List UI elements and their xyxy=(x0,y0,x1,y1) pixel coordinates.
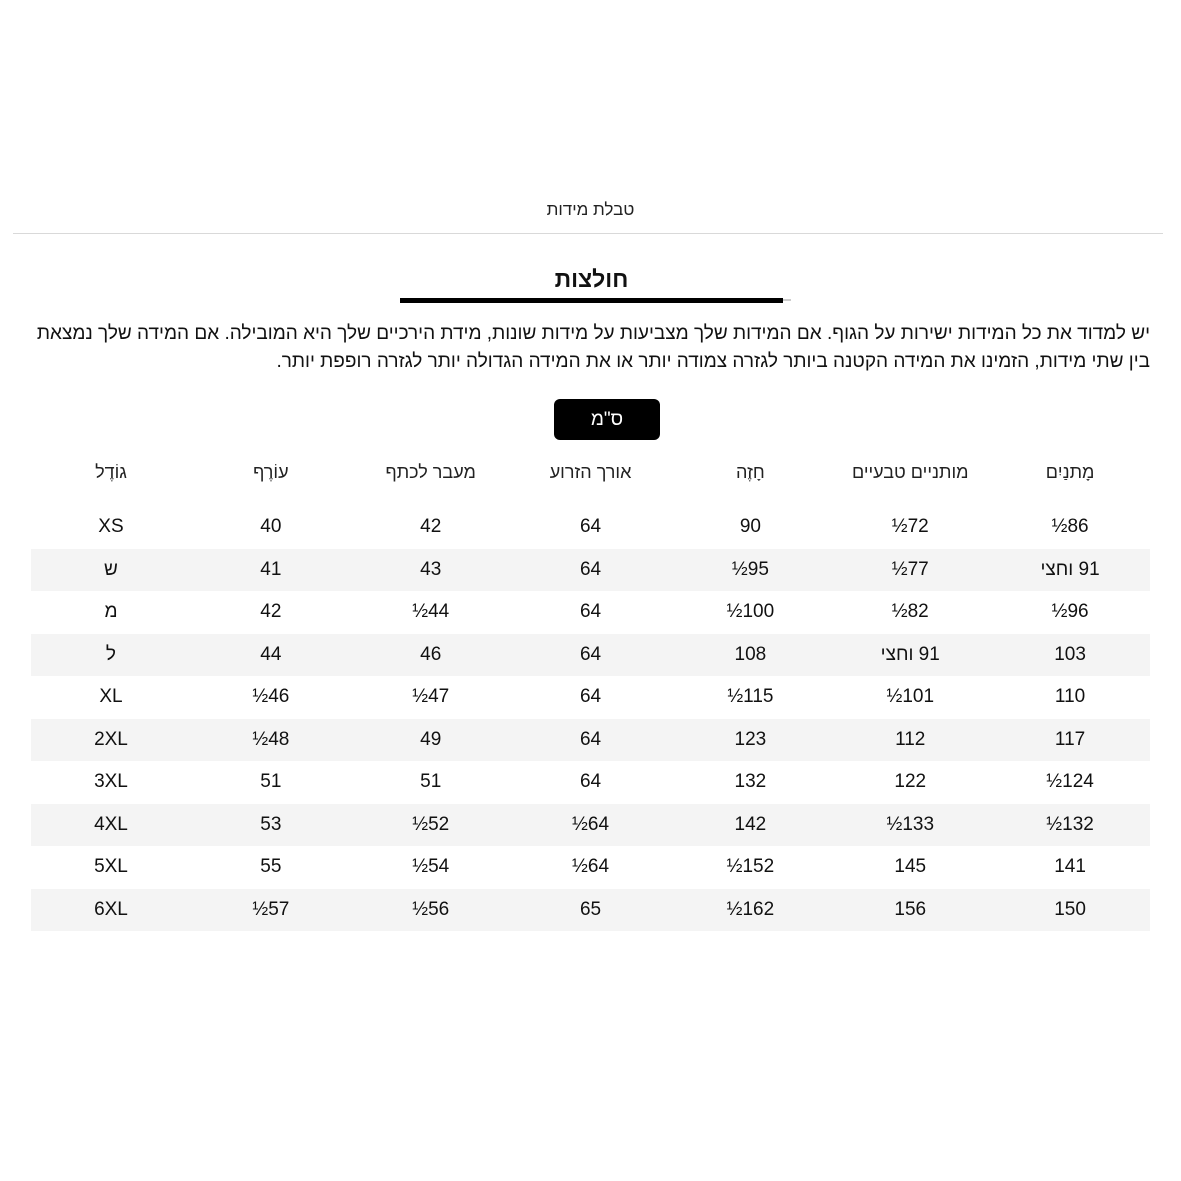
table-row xyxy=(31,634,1150,677)
table-row xyxy=(31,761,1150,804)
across-shoulder-cell: 44½ xyxy=(412,601,450,623)
neck-cell: 41 xyxy=(191,549,351,592)
table-row xyxy=(31,719,1150,762)
active-tab-underline xyxy=(400,298,783,303)
column-header-chest: חָזֶה xyxy=(736,461,765,482)
natural-waist-cell: 145 xyxy=(894,856,927,878)
across-shoulder-cell: 47½ xyxy=(412,686,450,708)
waist-cell: 132½ xyxy=(990,804,1150,847)
chest-cell: 123 xyxy=(670,719,830,762)
size-table xyxy=(31,452,1150,931)
waist-cell: 103 xyxy=(990,634,1150,677)
tab-underline-tail xyxy=(783,299,791,301)
table-row xyxy=(31,506,1150,549)
table-row xyxy=(31,591,1150,634)
sleeve-length-cell: 64 xyxy=(579,601,602,623)
neck-cell: 44 xyxy=(191,634,351,677)
table-row xyxy=(31,804,1150,847)
sleeve-length-cell: 64 xyxy=(579,771,602,793)
across-shoulder-cell: 42 xyxy=(420,516,442,538)
natural-waist-cell: 82½ xyxy=(891,601,929,623)
column-header-sleeve-length: אורך הזרוע xyxy=(549,461,632,482)
natural-waist-cell: 133½ xyxy=(830,804,990,847)
neck-cell: 46½ xyxy=(252,686,290,708)
across-shoulder-cell: 51 xyxy=(420,771,442,793)
size-cell: מ xyxy=(104,601,118,623)
table-row xyxy=(31,846,1150,889)
table-row xyxy=(31,676,1150,719)
natural-waist-cell: 77½ xyxy=(830,549,990,592)
neck-cell: 42 xyxy=(260,601,282,623)
column-header-size: גוֹדֶל xyxy=(95,461,127,482)
waist-cell: 141 xyxy=(1054,856,1086,878)
natural-waist-cell: 91 וחצי xyxy=(830,634,990,677)
sleeve-length-cell: 64 xyxy=(579,516,602,538)
neck-cell: 51 xyxy=(260,771,282,793)
size-chart-title: טבלת מידות xyxy=(546,200,635,219)
natural-waist-cell: 156 xyxy=(830,889,990,932)
chest-cell: 108 xyxy=(670,634,830,677)
sleeve-length-cell: 65 xyxy=(511,889,671,932)
waist-cell: 124½ xyxy=(1046,771,1094,793)
table-header-row xyxy=(31,452,1150,506)
table-row xyxy=(31,889,1150,932)
sleeve-length-cell: 64 xyxy=(511,634,671,677)
chest-cell: 132 xyxy=(734,771,767,793)
natural-waist-cell: 101½ xyxy=(886,686,935,708)
across-shoulder-cell: 56½ xyxy=(351,889,511,932)
chest-cell: 95½ xyxy=(670,549,830,592)
header-divider xyxy=(13,233,1163,234)
neck-cell: 55 xyxy=(260,856,282,878)
size-cell: ש xyxy=(31,549,191,592)
chest-cell: 90 xyxy=(739,516,761,538)
waist-cell: 150 xyxy=(990,889,1150,932)
column-header-across-shoulder: מעבר לכתף xyxy=(385,461,476,482)
column-header-neck: עוֹרֶף xyxy=(253,461,289,482)
natural-waist-cell: 122 xyxy=(894,771,927,793)
natural-waist-cell: 112 xyxy=(830,719,990,762)
across-shoulder-cell: 49 xyxy=(351,719,511,762)
natural-waist-cell: 72½ xyxy=(891,516,929,538)
size-cell: XS xyxy=(98,516,124,538)
sleeve-length-cell: 64 xyxy=(511,549,671,592)
waist-cell: 96½ xyxy=(1051,601,1089,623)
waist-cell: 110 xyxy=(1054,686,1086,708)
size-cell: XL xyxy=(99,686,123,708)
sleeve-length-cell: 64 xyxy=(511,719,671,762)
waist-cell: 117 xyxy=(990,719,1150,762)
table-row xyxy=(31,549,1150,592)
waist-cell: 91 וחצי xyxy=(990,549,1150,592)
sleeve-length-cell: 64½ xyxy=(511,804,671,847)
neck-cell: 48½ xyxy=(191,719,351,762)
size-cell: 4XL xyxy=(31,804,191,847)
waist-cell: 86½ xyxy=(1051,516,1089,538)
column-header-natural-waist: מותניים טבעיים xyxy=(851,461,969,482)
instructions-line-1: יש למדוד את כל המידות ישירות על הגוף. אם המידות שלך מצביעות על מידות שונות, מידת הירכיים שלך היא המובילה. אם המידה שלך נמצאת xyxy=(36,323,1150,344)
across-shoulder-cell: 52½ xyxy=(351,804,511,847)
across-shoulder-cell: 54½ xyxy=(412,856,450,878)
neck-cell: 40 xyxy=(260,516,282,538)
size-cell: 6XL xyxy=(31,889,191,932)
neck-cell: 53 xyxy=(191,804,351,847)
neck-cell: 57½ xyxy=(191,889,351,932)
size-table-body xyxy=(31,506,1150,931)
measurement-instructions xyxy=(30,320,1150,376)
unit-toggle-button[interactable]: ס"מ xyxy=(554,399,660,440)
column-header-waist: מָתנַיִם xyxy=(1045,461,1095,482)
chest-cell: 162½ xyxy=(670,889,830,932)
chest-cell: 142 xyxy=(670,804,830,847)
chest-cell: 115½ xyxy=(727,686,774,708)
instructions-line-2: בין שתי מידות, הזמינו את המידה הקטנה ביותר לגזרה צמודה יותר או את המידה הגדולה יותר לגזרה רופפת יותר. xyxy=(276,351,1150,372)
tab-shirts[interactable]: חולצות xyxy=(554,266,629,292)
size-cell: ל xyxy=(31,634,191,677)
across-shoulder-cell: 43 xyxy=(351,549,511,592)
sleeve-length-cell: 64 xyxy=(579,686,602,708)
size-cell: 5XL xyxy=(94,856,128,878)
across-shoulder-cell: 46 xyxy=(351,634,511,677)
size-cell: 3XL xyxy=(94,771,128,793)
chest-cell: 100½ xyxy=(726,601,775,623)
chest-cell: 152½ xyxy=(726,856,775,878)
sleeve-length-cell: 64½ xyxy=(572,856,610,878)
size-cell: 2XL xyxy=(31,719,191,762)
